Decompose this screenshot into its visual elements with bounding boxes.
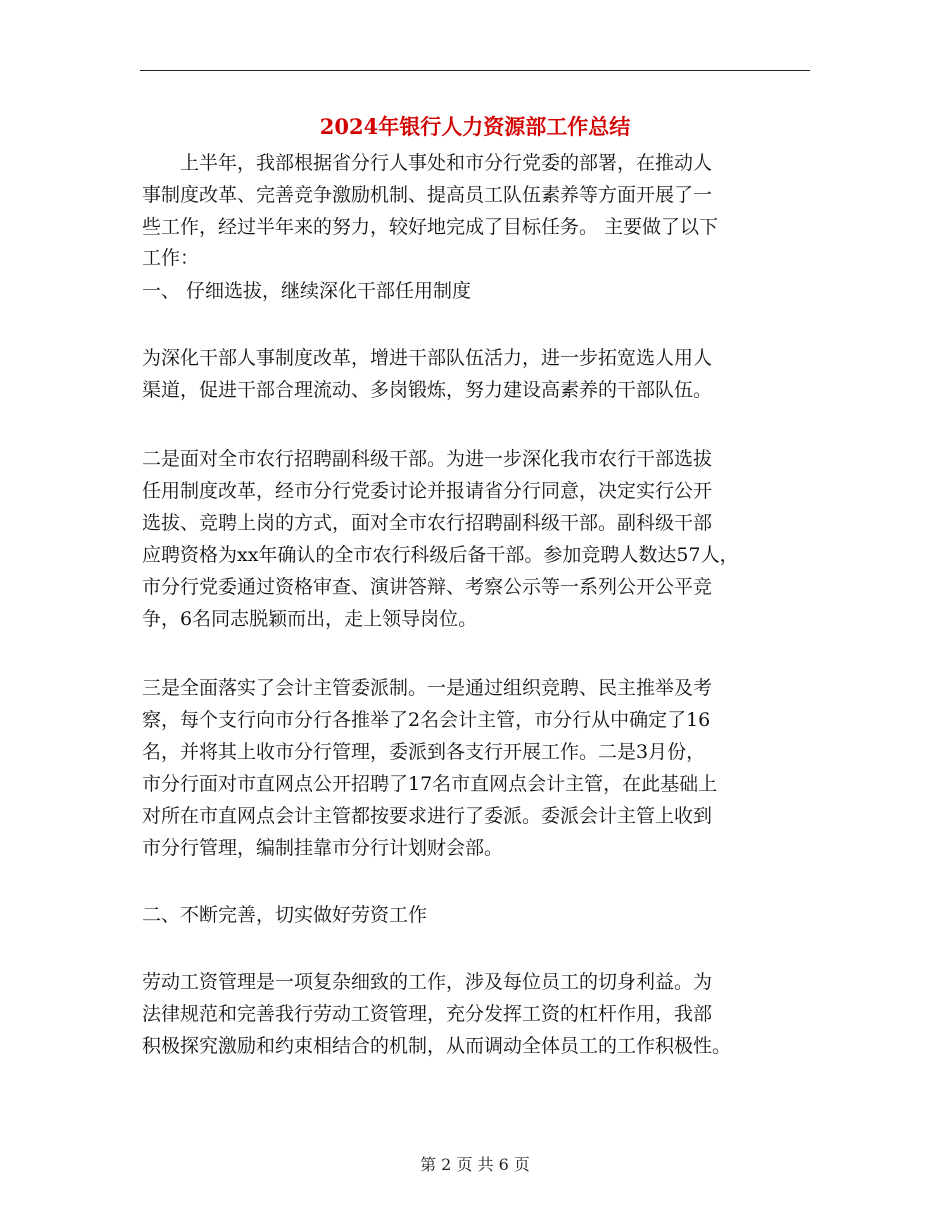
paragraph-line: 察，每个支行向市分行各推举了2名会计主管，市分行从中确定了16 [142,709,711,731]
paragraph-line: 任用制度改革，经市分行党委讨论并报请省分行同意，决定实行公开 [142,480,713,502]
paragraph-line: 事制度改革、完善竞争激励机制、提高员工队伍素养等方面开展了一 [142,184,713,206]
paragraph-line: 积极探究激励和约束相结合的机制，从而调动全体员工的工作积极性。 [142,1035,732,1057]
paragraph-line: 法律规范和完善我行劳动工资管理，充分发挥工资的杠杆作用，我部 [142,1003,713,1025]
section-heading: 二、不断完善，切实做好劳资工作 [142,904,428,926]
paragraph-line: 市分行党委通过资格审查、演讲答辩、考察公示等一系列公开公平竞 [142,576,713,598]
paragraph-line: 选拔、竞聘上岗的方式，面对全市农行招聘副科级干部。副科级干部 [142,512,713,534]
paragraph-line: 些工作，经过半年来的努力，较好地完成了目标任务。 主要做了以下 [142,216,719,238]
paragraph-line: 名，并将其上收市分行管理，委派到各支行开展工作。二是3月份， [142,741,706,763]
document-title: 2024年银行人力资源部工作总结 [319,114,631,139]
paragraph-line: 三是全面落实了会计主管委派制。一是通过组织竞聘、民主推举及考 [142,677,713,699]
header-rule [140,70,810,71]
section-heading: 一、 仔细选拔，继续深化干部任用制度 [142,280,472,302]
paragraph-line: 劳动工资管理是一项复杂细致的工作，涉及每位员工的切身利益。为 [142,971,713,993]
paragraph-line: 应聘资格为xx年确认的全市农行科级后备干部。参加竞聘人数达57人， [142,544,739,566]
paragraph-line: 渠道，促进干部合理流动、多岗锻炼，努力建设高素养的干部队伍。 [142,379,713,401]
paragraph-line: 二是面对全市农行招聘副科级干部。为进一步深化我市农行干部选拔 [142,448,713,470]
paragraph-line: 对所在市直网点会计主管都按要求进行了委派。委派会计主管上收到 [142,805,713,827]
paragraph-line: 工作： [142,247,200,269]
page-number: 第 2 页 共 6 页 [420,1155,530,1174]
paragraph-line: 为深化干部人事制度改革，增进干部队伍活力，进一步拓宽选人用人 [142,347,713,369]
paragraph-line: 争，6名同志脱颖而出，走上领导岗位。 [142,608,478,630]
paragraph-line: 市分行管理，编制挂靠市分行计划财会部。 [142,837,504,859]
paragraph-line: 市分行面对市直网点公开招聘了17名市直网点会计主管，在此基础上 [142,773,718,795]
paragraph-line: 上半年，我部根据省分行人事处和市分行党委的部署，在推动人 [180,152,713,174]
